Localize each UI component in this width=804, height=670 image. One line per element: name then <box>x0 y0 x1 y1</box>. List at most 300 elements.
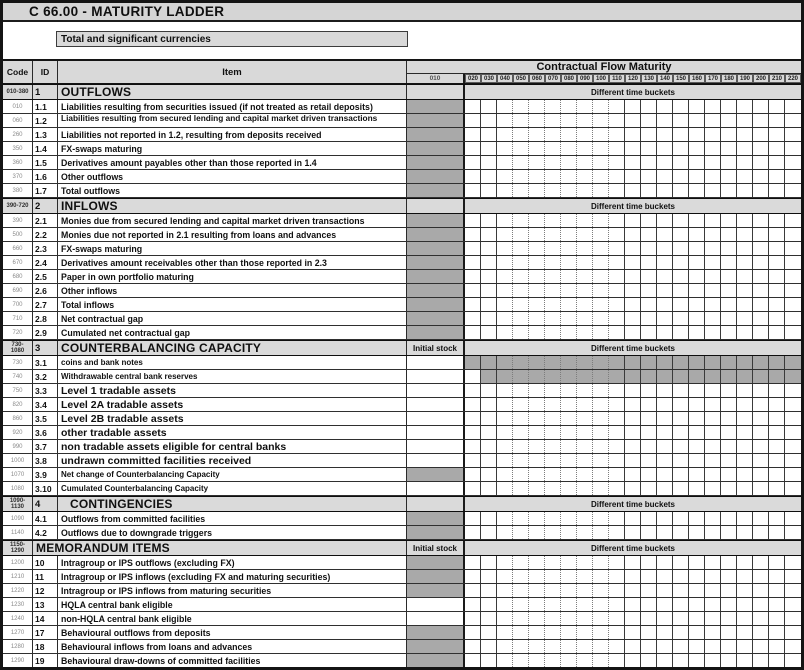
bucket-cell[interactable] <box>753 584 769 597</box>
bucket-cell[interactable] <box>545 426 561 439</box>
bucket-cell[interactable] <box>513 512 529 525</box>
bucket-cell[interactable] <box>609 142 625 155</box>
bucket-cell[interactable] <box>561 440 577 453</box>
bucket-cell[interactable] <box>705 654 721 667</box>
bucket-cell[interactable] <box>769 626 785 639</box>
bucket-cell[interactable] <box>513 228 529 241</box>
bucket-cell[interactable] <box>625 426 641 439</box>
bucket-cell[interactable] <box>465 512 481 525</box>
bucket-cell[interactable] <box>657 228 673 241</box>
bucket-cell[interactable] <box>465 326 481 339</box>
bucket-cell[interactable] <box>721 468 737 481</box>
bucket-cell[interactable] <box>737 384 753 397</box>
bucket-cell[interactable] <box>465 468 481 481</box>
bucket-cell[interactable] <box>529 184 545 197</box>
bucket-cell[interactable] <box>769 398 785 411</box>
bucket-cell[interactable] <box>769 598 785 611</box>
bucket-cell[interactable] <box>465 312 481 325</box>
bucket-cell[interactable] <box>673 170 689 183</box>
bucket-cell[interactable] <box>513 326 529 339</box>
bucket-cell[interactable] <box>577 640 593 653</box>
bucket-cell[interactable] <box>673 426 689 439</box>
bucket-cell[interactable] <box>641 114 657 127</box>
bucket-cell[interactable] <box>737 570 753 583</box>
bucket-cell[interactable] <box>641 426 657 439</box>
bucket-cell[interactable] <box>769 100 785 113</box>
bucket-cell[interactable] <box>609 612 625 625</box>
bucket-cell[interactable] <box>753 612 769 625</box>
bucket-cell[interactable] <box>753 512 769 525</box>
bucket-cell[interactable] <box>577 454 593 467</box>
bucket-cell[interactable] <box>737 626 753 639</box>
bucket-cell[interactable] <box>513 526 529 539</box>
bucket-cell[interactable] <box>705 626 721 639</box>
bucket-cell[interactable] <box>465 626 481 639</box>
bucket-cell[interactable] <box>465 270 481 283</box>
bucket-cell[interactable] <box>561 298 577 311</box>
bucket-cell[interactable] <box>609 284 625 297</box>
bucket-cell[interactable] <box>641 640 657 653</box>
bucket-cell[interactable] <box>657 128 673 141</box>
bucket-cell[interactable] <box>481 584 497 597</box>
bucket-cell[interactable] <box>721 128 737 141</box>
bucket-cell[interactable] <box>737 526 753 539</box>
bucket-cell[interactable] <box>737 142 753 155</box>
bucket-cell[interactable] <box>513 214 529 227</box>
bucket-cell[interactable] <box>545 626 561 639</box>
bucket-cell[interactable] <box>513 298 529 311</box>
bucket-cell[interactable] <box>577 468 593 481</box>
bucket-cell[interactable] <box>545 512 561 525</box>
bucket-cell[interactable] <box>753 256 769 269</box>
bucket-cell[interactable] <box>465 298 481 311</box>
bucket-cell[interactable] <box>753 114 769 127</box>
bucket-cell[interactable] <box>513 412 529 425</box>
bucket-cell[interactable] <box>577 598 593 611</box>
bucket-cell[interactable] <box>721 440 737 453</box>
bucket-cell[interactable] <box>673 454 689 467</box>
bucket-cell[interactable] <box>481 298 497 311</box>
bucket-cell[interactable] <box>721 612 737 625</box>
bucket-cell[interactable] <box>641 298 657 311</box>
bucket-cell[interactable] <box>497 412 513 425</box>
bucket-cell[interactable] <box>593 468 609 481</box>
bucket-cell[interactable] <box>593 454 609 467</box>
bucket-cell[interactable] <box>497 170 513 183</box>
bucket-cell[interactable] <box>657 242 673 255</box>
bucket-cell[interactable] <box>769 584 785 597</box>
bucket-cell[interactable] <box>529 570 545 583</box>
bucket-cell[interactable] <box>769 114 785 127</box>
bucket-cell[interactable] <box>561 312 577 325</box>
bucket-cell[interactable] <box>737 156 753 169</box>
bucket-cell[interactable] <box>657 640 673 653</box>
bucket-cell[interactable] <box>753 142 769 155</box>
bucket-cell[interactable] <box>529 312 545 325</box>
bucket-cell[interactable] <box>625 640 641 653</box>
bucket-cell[interactable] <box>785 654 801 667</box>
bucket-cell[interactable] <box>689 412 705 425</box>
bucket-cell[interactable] <box>753 242 769 255</box>
bucket-cell[interactable] <box>545 114 561 127</box>
bucket-cell[interactable] <box>689 156 705 169</box>
bucket-cell[interactable] <box>513 284 529 297</box>
bucket-cell[interactable] <box>593 556 609 569</box>
bucket-cell[interactable] <box>529 612 545 625</box>
bucket-cell[interactable] <box>577 228 593 241</box>
bucket-cell[interactable] <box>737 598 753 611</box>
bucket-cell[interactable] <box>705 184 721 197</box>
bucket-cell[interactable] <box>705 242 721 255</box>
bucket-cell[interactable] <box>721 482 737 495</box>
bucket-cell[interactable] <box>561 512 577 525</box>
bucket-cell[interactable] <box>577 128 593 141</box>
bucket-cell[interactable] <box>609 170 625 183</box>
bucket-cell[interactable] <box>705 584 721 597</box>
bucket-cell[interactable] <box>609 184 625 197</box>
bucket-cell[interactable] <box>625 654 641 667</box>
bucket-cell[interactable] <box>721 156 737 169</box>
bucket-cell[interactable] <box>497 640 513 653</box>
bucket-cell[interactable] <box>785 142 801 155</box>
bucket-cell[interactable] <box>657 398 673 411</box>
bucket-cell[interactable] <box>705 100 721 113</box>
bucket-cell[interactable] <box>481 142 497 155</box>
bucket-cell[interactable] <box>673 526 689 539</box>
bucket-cell[interactable] <box>481 214 497 227</box>
bucket-cell[interactable] <box>481 228 497 241</box>
bucket-cell[interactable] <box>737 468 753 481</box>
bucket-cell[interactable] <box>689 326 705 339</box>
bucket-cell[interactable] <box>545 556 561 569</box>
bucket-cell[interactable] <box>625 454 641 467</box>
bucket-cell[interactable] <box>593 270 609 283</box>
bucket-cell[interactable] <box>529 384 545 397</box>
bucket-cell[interactable] <box>529 114 545 127</box>
bucket-cell[interactable] <box>785 384 801 397</box>
bucket-cell[interactable] <box>705 214 721 227</box>
bucket-cell[interactable] <box>545 412 561 425</box>
bucket-cell[interactable] <box>561 468 577 481</box>
bucket-cell[interactable] <box>657 284 673 297</box>
bucket-cell[interactable] <box>737 256 753 269</box>
bucket-cell[interactable] <box>497 398 513 411</box>
bucket-cell[interactable] <box>657 468 673 481</box>
cell-010[interactable] <box>407 440 465 453</box>
bucket-cell[interactable] <box>465 398 481 411</box>
bucket-cell[interactable] <box>737 454 753 467</box>
bucket-cell[interactable] <box>593 426 609 439</box>
bucket-cell[interactable] <box>689 640 705 653</box>
bucket-cell[interactable] <box>625 298 641 311</box>
bucket-cell[interactable] <box>737 170 753 183</box>
bucket-cell[interactable] <box>561 100 577 113</box>
bucket-cell[interactable] <box>673 612 689 625</box>
bucket-cell[interactable] <box>561 170 577 183</box>
bucket-cell[interactable] <box>593 512 609 525</box>
bucket-cell[interactable] <box>561 612 577 625</box>
bucket-cell[interactable] <box>593 256 609 269</box>
bucket-cell[interactable] <box>641 270 657 283</box>
bucket-cell[interactable] <box>769 482 785 495</box>
bucket-cell[interactable] <box>609 114 625 127</box>
bucket-cell[interactable] <box>753 214 769 227</box>
bucket-cell[interactable] <box>753 526 769 539</box>
bucket-cell[interactable] <box>641 312 657 325</box>
bucket-cell[interactable] <box>721 640 737 653</box>
bucket-cell[interactable] <box>465 214 481 227</box>
bucket-cell[interactable] <box>497 298 513 311</box>
bucket-cell[interactable] <box>721 298 737 311</box>
bucket-cell[interactable] <box>481 482 497 495</box>
bucket-cell[interactable] <box>529 556 545 569</box>
bucket-cell[interactable] <box>497 598 513 611</box>
bucket-cell[interactable] <box>609 100 625 113</box>
bucket-cell[interactable] <box>753 298 769 311</box>
bucket-cell[interactable] <box>481 626 497 639</box>
bucket-cell[interactable] <box>769 128 785 141</box>
bucket-cell[interactable] <box>545 228 561 241</box>
bucket-cell[interactable] <box>609 326 625 339</box>
bucket-cell[interactable] <box>497 612 513 625</box>
bucket-cell[interactable] <box>753 312 769 325</box>
bucket-cell[interactable] <box>465 114 481 127</box>
bucket-cell[interactable] <box>689 214 705 227</box>
bucket-cell[interactable] <box>481 412 497 425</box>
bucket-cell[interactable] <box>577 612 593 625</box>
bucket-cell[interactable] <box>625 440 641 453</box>
bucket-cell[interactable] <box>673 640 689 653</box>
bucket-cell[interactable] <box>593 482 609 495</box>
bucket-cell[interactable] <box>785 312 801 325</box>
bucket-cell[interactable] <box>481 612 497 625</box>
bucket-cell[interactable] <box>657 426 673 439</box>
bucket-cell[interactable] <box>529 170 545 183</box>
bucket-cell[interactable] <box>689 298 705 311</box>
bucket-cell[interactable] <box>609 270 625 283</box>
bucket-cell[interactable] <box>641 384 657 397</box>
bucket-cell[interactable] <box>721 312 737 325</box>
bucket-cell[interactable] <box>513 482 529 495</box>
bucket-cell[interactable] <box>785 214 801 227</box>
bucket-cell[interactable] <box>673 284 689 297</box>
bucket-cell[interactable] <box>625 128 641 141</box>
bucket-cell[interactable] <box>721 412 737 425</box>
bucket-cell[interactable] <box>609 454 625 467</box>
bucket-cell[interactable] <box>785 156 801 169</box>
bucket-cell[interactable] <box>609 556 625 569</box>
bucket-cell[interactable] <box>705 440 721 453</box>
bucket-cell[interactable] <box>689 284 705 297</box>
bucket-cell[interactable] <box>705 412 721 425</box>
bucket-cell[interactable] <box>721 326 737 339</box>
bucket-cell[interactable] <box>497 556 513 569</box>
bucket-cell[interactable] <box>673 184 689 197</box>
bucket-cell[interactable] <box>497 326 513 339</box>
bucket-cell[interactable] <box>721 526 737 539</box>
bucket-cell[interactable] <box>785 556 801 569</box>
bucket-cell[interactable] <box>593 584 609 597</box>
bucket-cell[interactable] <box>657 612 673 625</box>
bucket-cell[interactable] <box>785 298 801 311</box>
bucket-cell[interactable] <box>481 128 497 141</box>
bucket-cell[interactable] <box>641 468 657 481</box>
bucket-cell[interactable] <box>673 156 689 169</box>
bucket-cell[interactable] <box>609 426 625 439</box>
bucket-cell[interactable] <box>737 326 753 339</box>
bucket-cell[interactable] <box>785 412 801 425</box>
bucket-cell[interactable] <box>753 440 769 453</box>
bucket-cell[interactable] <box>497 482 513 495</box>
bucket-cell[interactable] <box>625 184 641 197</box>
bucket-cell[interactable] <box>721 228 737 241</box>
bucket-cell[interactable] <box>705 170 721 183</box>
bucket-cell[interactable] <box>753 170 769 183</box>
bucket-cell[interactable] <box>545 526 561 539</box>
bucket-cell[interactable] <box>513 426 529 439</box>
cell-010[interactable] <box>407 598 465 611</box>
bucket-cell[interactable] <box>769 412 785 425</box>
bucket-cell[interactable] <box>785 526 801 539</box>
bucket-cell[interactable] <box>753 384 769 397</box>
bucket-cell[interactable] <box>609 654 625 667</box>
bucket-cell[interactable] <box>689 426 705 439</box>
bucket-cell[interactable] <box>577 556 593 569</box>
bucket-cell[interactable] <box>497 114 513 127</box>
bucket-cell[interactable] <box>625 270 641 283</box>
bucket-cell[interactable] <box>641 440 657 453</box>
bucket-cell[interactable] <box>641 228 657 241</box>
bucket-cell[interactable] <box>577 114 593 127</box>
bucket-cell[interactable] <box>689 256 705 269</box>
bucket-cell[interactable] <box>545 612 561 625</box>
bucket-cell[interactable] <box>753 426 769 439</box>
bucket-cell[interactable] <box>561 556 577 569</box>
bucket-cell[interactable] <box>625 526 641 539</box>
bucket-cell[interactable] <box>465 654 481 667</box>
bucket-cell[interactable] <box>641 598 657 611</box>
bucket-cell[interactable] <box>673 626 689 639</box>
bucket-cell[interactable] <box>785 454 801 467</box>
bucket-cell[interactable] <box>609 228 625 241</box>
bucket-cell[interactable] <box>465 156 481 169</box>
bucket-cell[interactable] <box>513 556 529 569</box>
cell-010[interactable] <box>407 482 465 495</box>
bucket-cell[interactable] <box>497 142 513 155</box>
bucket-cell[interactable] <box>657 412 673 425</box>
bucket-cell[interactable] <box>673 100 689 113</box>
bucket-cell[interactable] <box>689 482 705 495</box>
cell-010[interactable] <box>407 426 465 439</box>
bucket-cell[interactable] <box>657 440 673 453</box>
bucket-cell[interactable] <box>785 626 801 639</box>
bucket-cell[interactable] <box>721 284 737 297</box>
bucket-cell[interactable] <box>561 598 577 611</box>
bucket-cell[interactable] <box>577 156 593 169</box>
bucket-cell[interactable] <box>769 426 785 439</box>
bucket-cell[interactable] <box>689 512 705 525</box>
bucket-cell[interactable] <box>593 114 609 127</box>
bucket-cell[interactable] <box>465 128 481 141</box>
bucket-cell[interactable] <box>673 242 689 255</box>
bucket-cell[interactable] <box>465 384 481 397</box>
bucket-cell[interactable] <box>561 426 577 439</box>
bucket-cell[interactable] <box>529 454 545 467</box>
bucket-cell[interactable] <box>545 256 561 269</box>
bucket-cell[interactable] <box>593 284 609 297</box>
bucket-cell[interactable] <box>577 142 593 155</box>
bucket-cell[interactable] <box>545 214 561 227</box>
bucket-cell[interactable] <box>593 626 609 639</box>
bucket-cell[interactable] <box>737 584 753 597</box>
bucket-cell[interactable] <box>673 270 689 283</box>
bucket-cell[interactable] <box>513 598 529 611</box>
bucket-cell[interactable] <box>625 612 641 625</box>
bucket-cell[interactable] <box>545 654 561 667</box>
bucket-cell[interactable] <box>481 526 497 539</box>
bucket-cell[interactable] <box>689 654 705 667</box>
bucket-cell[interactable] <box>785 270 801 283</box>
bucket-cell[interactable] <box>753 100 769 113</box>
bucket-cell[interactable] <box>657 556 673 569</box>
bucket-cell[interactable] <box>753 326 769 339</box>
bucket-cell[interactable] <box>785 114 801 127</box>
bucket-cell[interactable] <box>625 598 641 611</box>
bucket-cell[interactable] <box>481 440 497 453</box>
bucket-cell[interactable] <box>785 398 801 411</box>
bucket-cell[interactable] <box>625 142 641 155</box>
bucket-cell[interactable] <box>721 654 737 667</box>
bucket-cell[interactable] <box>481 598 497 611</box>
bucket-cell[interactable] <box>529 284 545 297</box>
bucket-cell[interactable] <box>593 412 609 425</box>
bucket-cell[interactable] <box>721 384 737 397</box>
bucket-cell[interactable] <box>529 298 545 311</box>
bucket-cell[interactable] <box>657 384 673 397</box>
bucket-cell[interactable] <box>625 326 641 339</box>
bucket-cell[interactable] <box>689 128 705 141</box>
bucket-cell[interactable] <box>609 412 625 425</box>
bucket-cell[interactable] <box>705 312 721 325</box>
bucket-cell[interactable] <box>657 654 673 667</box>
bucket-cell[interactable] <box>737 114 753 127</box>
bucket-cell[interactable] <box>625 584 641 597</box>
bucket-cell[interactable] <box>625 256 641 269</box>
bucket-cell[interactable] <box>721 170 737 183</box>
bucket-cell[interactable] <box>721 270 737 283</box>
bucket-cell[interactable] <box>513 114 529 127</box>
bucket-cell[interactable] <box>689 398 705 411</box>
bucket-cell[interactable] <box>753 284 769 297</box>
bucket-cell[interactable] <box>753 156 769 169</box>
bucket-cell[interactable] <box>497 270 513 283</box>
bucket-cell[interactable] <box>545 156 561 169</box>
bucket-cell[interactable] <box>577 440 593 453</box>
bucket-cell[interactable] <box>737 512 753 525</box>
bucket-cell[interactable] <box>737 242 753 255</box>
bucket-cell[interactable] <box>753 228 769 241</box>
bucket-cell[interactable] <box>513 584 529 597</box>
bucket-cell[interactable] <box>465 584 481 597</box>
bucket-cell[interactable] <box>593 384 609 397</box>
bucket-cell[interactable] <box>593 184 609 197</box>
bucket-cell[interactable] <box>641 100 657 113</box>
bucket-cell[interactable] <box>769 556 785 569</box>
bucket-cell[interactable] <box>593 228 609 241</box>
bucket-cell[interactable] <box>705 384 721 397</box>
bucket-cell[interactable] <box>657 170 673 183</box>
bucket-cell[interactable] <box>545 184 561 197</box>
